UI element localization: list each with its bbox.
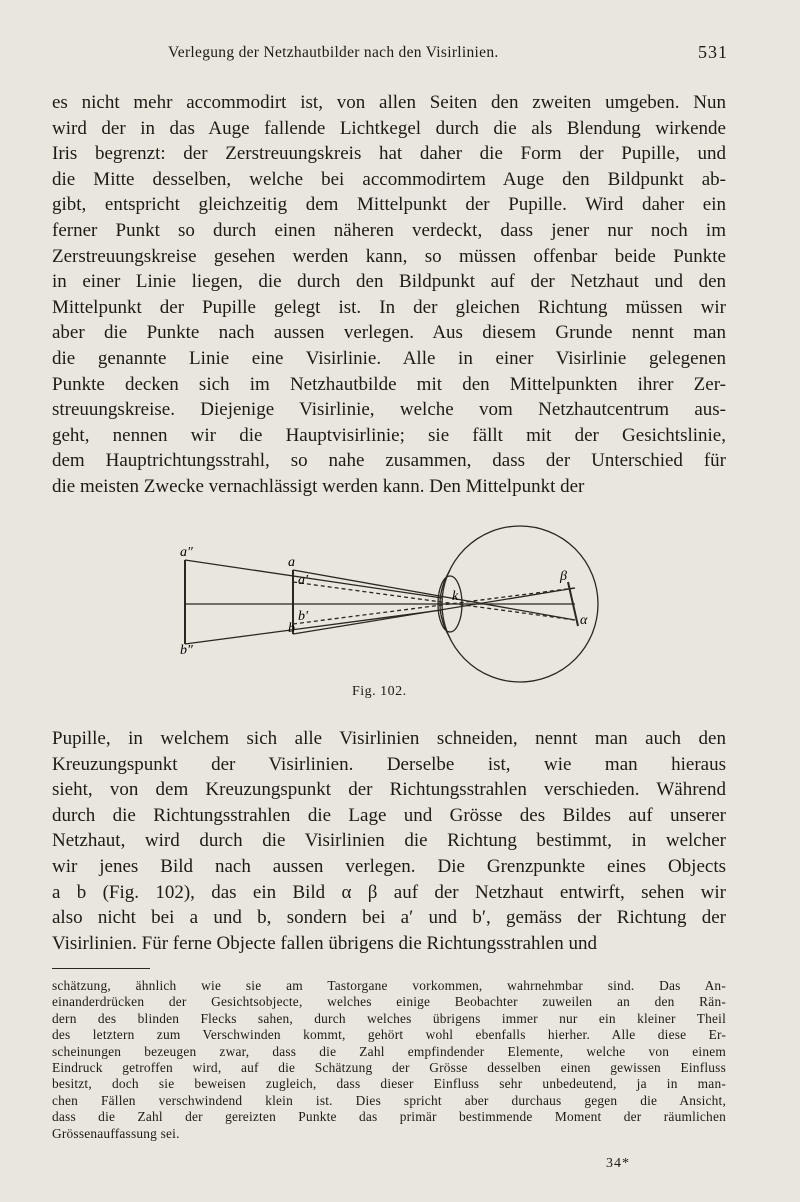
footnote-line: scheinungen bezeugen zwar, dass die Zahl empfindender Elemente, welche von einem bbox=[52, 1043, 726, 1059]
label-a-prime: a′ bbox=[298, 573, 309, 588]
ray-a-double-prime bbox=[185, 560, 442, 598]
text-line: geht, nennen wir die Hauptvisirlinie; sie fällt mit der Gesichtslinie, bbox=[52, 424, 726, 446]
text-line: die meisten Zwecke vernachlässigt werden kann. Den Mittelpunkt der bbox=[52, 475, 585, 497]
footnote-line: Grössenauffassung sei. bbox=[52, 1125, 180, 1141]
direction-ray-a bbox=[293, 582, 575, 620]
label-alpha: α bbox=[580, 613, 588, 628]
signature-mark: 34* bbox=[606, 1156, 630, 1171]
footnote-line: schätzung, ähnlich wie sie am Tastorgane vorkommen, wahrnehmbar sind. Das An- bbox=[52, 978, 726, 993]
label-b-prime: b′ bbox=[298, 609, 309, 624]
footnote-line: einanderdrücken der Gesichtsobjecte, welches einige Beobachter zuweilen an den Rän- bbox=[52, 994, 726, 1010]
text-line: Iris begrenzt: der Zerstreuungskreis hat daher die Form der Pupille, und bbox=[52, 143, 726, 165]
text-line: wird der in das Auge fallende Lichtkegel durch die als Blendung wirkende bbox=[52, 117, 726, 139]
footnote-line: dern des blinden Flecks sahen, durch welches übrigens immer nur ein kleiner Theil bbox=[52, 1010, 726, 1026]
text-line: streuungskreise. Diejenige Visirlinie, welche vom Netzhautcentrum aus- bbox=[52, 399, 726, 421]
label-beta: β bbox=[560, 569, 567, 584]
label-b: b bbox=[288, 621, 295, 636]
text-line: Mittelpunkt der Pupille gelegt ist. In der gleichen Richtung müssen wir bbox=[52, 296, 726, 318]
label-a-double-prime: a″ bbox=[180, 545, 193, 560]
text-line: Visirlinien. Für ferne Objecte fallen übrigens die Richtungsstrahlen und bbox=[52, 932, 597, 954]
text-line: in einer Linie liegen, die durch den Bildpunkt auf der Netzhaut und den bbox=[52, 271, 726, 293]
footnote-line: dass die Zahl der gereizten Punkte das primär bestimmende Moment der räumlichen bbox=[52, 1109, 726, 1125]
text-line: aber die Punkte nach aussen verlegen. Aus diesem Grunde nennt man bbox=[52, 322, 726, 344]
text-line: also nicht bei a und b, sondern bei a′ und b′, gemäss der Richtung der bbox=[52, 907, 726, 929]
label-b-double-prime: b″ bbox=[180, 643, 193, 658]
body-text-bottom bbox=[52, 726, 726, 956]
footnote-line: besitzt, doch sie beweisen zugleich, dass dieser Einfluss sehr unbedeutend, ja in man- bbox=[52, 1076, 726, 1092]
ray-b-double-prime bbox=[185, 610, 442, 644]
footnote-rule bbox=[52, 968, 150, 969]
text-line: a b (Fig. 102), das ein Bild α β auf der Netzhaut entwirft, sehen wir bbox=[52, 881, 726, 903]
text-line: die genannte Linie eine Visirlinie. Alle in einer Visirlinie gelegenen bbox=[52, 347, 726, 369]
label-k: k bbox=[452, 589, 459, 604]
text-line: durch die Richtungsstrahlen die Lage und Grösse des Bildes auf unserer bbox=[52, 804, 726, 826]
page-number: 531 bbox=[698, 42, 728, 62]
text-line: Zerstreuungskreise gesehen werden kann, so müssen offenbar beide Punkte bbox=[52, 245, 726, 267]
text-line: es nicht mehr accommodirt ist, von allen Seiten den zweiten umgeben. Nun bbox=[52, 92, 726, 113]
running-title: Verlegung der Netzhautbilder nach den Visirlinien. bbox=[168, 44, 499, 61]
text-line: sieht, von dem Kreuzungspunkt der Richtungsstrahlen verschieden. Während bbox=[52, 779, 726, 801]
text-line: gibt, entspricht gleichzeitig dem Mittelpunkt der Pupille. Wird daher ein bbox=[52, 194, 726, 216]
direction-ray-b bbox=[293, 588, 575, 624]
eye-diagram bbox=[150, 520, 730, 710]
text-line: dem Hauptrichtungsstrahl, so nahe zusammen, dass der Unterschied für bbox=[52, 450, 726, 472]
text-line: die Mitte desselben, welche bei accommodirtem Auge den Bildpunkt ab- bbox=[52, 168, 726, 190]
footnote bbox=[52, 978, 726, 1142]
footnote-line: chen Fällen verschwindend klein ist. Dies spricht aber durchaus gegen die Ansicht, bbox=[52, 1092, 726, 1108]
footnote-line: des letztern zum Verschwinden kommt, gehört wohl ebenfalls hierher. Alle diese Er- bbox=[52, 1027, 726, 1043]
text-line: Pupille, in welchem sich alle Visirlinien schneiden, nennt man auch den bbox=[52, 728, 726, 749]
text-line: wir jenes Bild nach aussen verlegen. Die Grenzpunkte eines Objects bbox=[52, 855, 726, 877]
footnote-line: Eindruck getroffen wird, auf die Schätzung der Grösse desselben einen gewissen Einfluss bbox=[52, 1059, 726, 1075]
text-line: Punkte decken sich im Netzhautbilde mit den Mittelpunkten ihrer Zer- bbox=[52, 373, 726, 395]
label-a: a bbox=[288, 555, 295, 570]
body-text-top bbox=[52, 90, 726, 500]
running-head bbox=[168, 44, 728, 62]
text-line: Kreuzungspunkt der Visirlinien. Derselbe ist, wie man hieraus bbox=[52, 753, 726, 775]
figure-caption: Fig. 102. bbox=[352, 684, 407, 699]
text-line: Netzhaut, wird durch die Visirlinien die Richtung bestimmt, in welcher bbox=[52, 830, 726, 852]
text-line: ferner Punkt so durch einen näheren verdeckt, dass jener nur noch im bbox=[52, 219, 726, 241]
figure-102 bbox=[150, 520, 730, 710]
